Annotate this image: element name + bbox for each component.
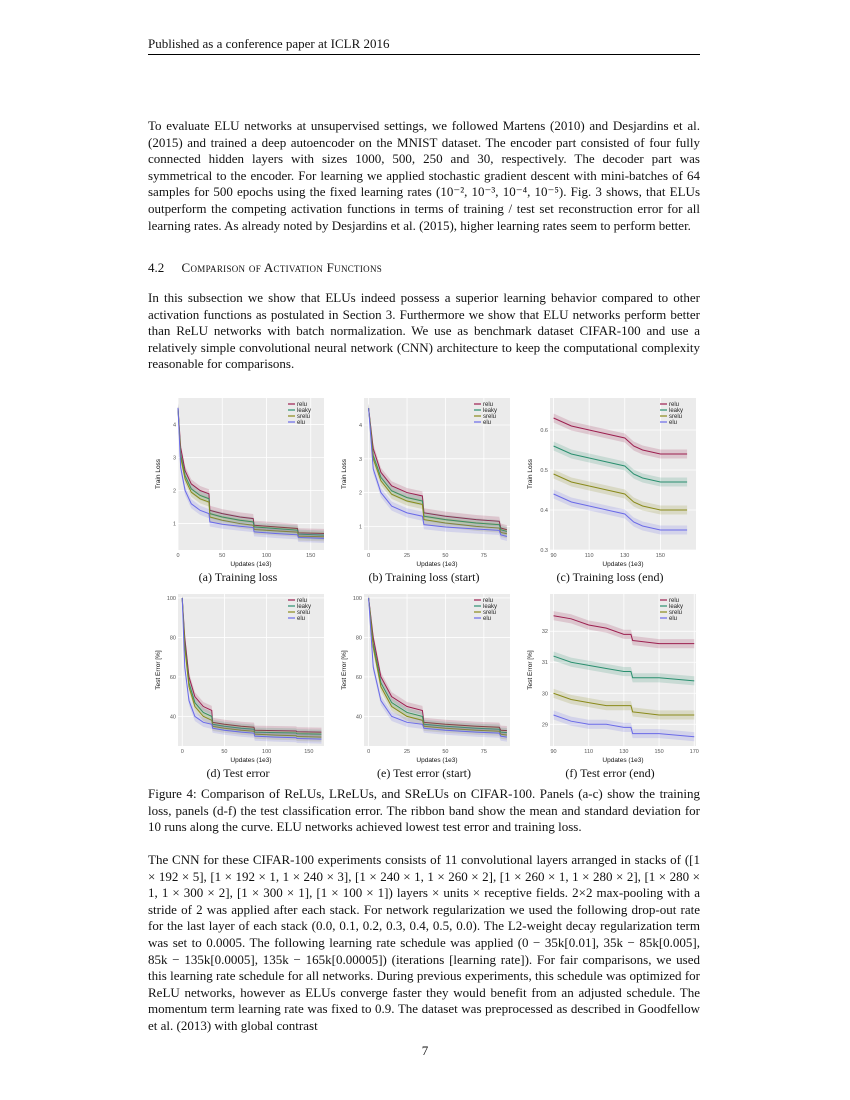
legend-label-srelu: srelu [297, 610, 311, 616]
legend-label-leaky: leaky [669, 604, 684, 610]
y-tick-label: 32 [541, 629, 548, 636]
legend-label-leaky: leaky [483, 408, 498, 414]
panel-b [334, 392, 514, 570]
subcaption-b: (b) Training loss (start) [368, 570, 480, 584]
y-tick-label: 0.6 [540, 428, 548, 434]
legend-label-srelu: srelu [483, 414, 497, 420]
x-axis-label: Updates (1e3) [416, 757, 458, 764]
legend-label-elu: elu [669, 616, 678, 622]
x-tick-label: 100 [261, 553, 272, 559]
panel-d [148, 588, 328, 766]
y-tick-label: 30 [541, 691, 548, 698]
y-tick-label: 40 [355, 714, 362, 721]
paragraph-cnn: The CNN for these CIFAR-100 experiments consists of 11 convolutional layers arranged in stacks of ([1 × 192 × 5], [1 × 192 × 1, 1 × 240 × 3], [1 × 240 × 1, 1 × 260 × 2], [1 × 260 × 1, 1 × 280 × 2], [1 × 280 × 1, 1 × 300 × 2], [1 × 300 × 1], [1 × 100 × 1]) layers × units × receptive fields. 2×2 max-pooling with a stride of 2 was applied after each stack. For network regularization we used the following drop-out rate for the last layer of each stack (0.0, 0.1, 0.2, 0.3, 0.4, 0.5, 0.0). The L2-weight decay regularization term was set to 0.0005. The following learning rate schedule was applied (0 − 35k[0.01], 35k − 85k[0.005], 85k − 135k[0.0005], 135k − 165k[0.00005]) (iterations [learning rate]). For fair comparisons, we used this learning rate schedule for all networks. During previous experiments, this schedule was optimized for ReLU networks, however as ELUs converge faster they would benefit from an adjusted schedule. The momentum term learning rate was fixed to 0.9. The dataset was preprocessed as described in Goodfellow et al. (2013) with global contrast [148, 852, 700, 1033]
x-tick-label: 150 [654, 749, 664, 755]
subcaption-a: (a) Training loss [198, 570, 278, 584]
legend-label-relu: relu [669, 402, 680, 408]
y-tick-label: 4 [358, 423, 362, 430]
legend-label-leaky: leaky [483, 604, 498, 610]
x-tick-label: 130 [620, 553, 630, 559]
x-tick-label: 110 [584, 553, 594, 559]
legend-label-leaky: leaky [297, 604, 312, 610]
x-tick-label: 110 [584, 749, 594, 755]
y-tick-label: 60 [355, 674, 362, 681]
x-tick-label: 130 [619, 749, 629, 755]
legend-label-srelu: srelu [483, 610, 497, 616]
legend-label-elu: elu [669, 420, 678, 426]
legend-label-relu: relu [297, 598, 308, 604]
y-tick-label: 40 [169, 714, 176, 721]
legend-label-srelu: srelu [669, 414, 683, 420]
y-tick-label: 3 [172, 455, 176, 462]
paragraph-comparison: In this subsection we show that ELUs indeed possess a superior learning behavior compared to other activation functions as postulated in Section 3. Furthermore we show that ELU networks perform better than ReLU networks with batch normalization. We use as benchmark dataset CIFAR-100 and use a relatively simple convolutional neural network (CNN) architecture to keep the computational complexity reasonable for comparisons. [148, 290, 700, 372]
x-tick-label: 25 [403, 553, 411, 559]
header-rule [148, 54, 700, 55]
y-tick-label: 100 [352, 595, 362, 602]
x-tick-label: 0 [367, 749, 371, 755]
x-tick-label: 75 [480, 553, 487, 559]
y-axis-label: Train Loss [155, 458, 162, 490]
y-tick-label: 4 [172, 422, 176, 429]
legend-label-elu: elu [297, 616, 306, 622]
y-tick-label: 0.5 [540, 468, 548, 474]
legend-label-elu: elu [297, 420, 306, 426]
legend-label-srelu: srelu [297, 414, 311, 420]
legend-label-relu: relu [297, 402, 308, 408]
y-axis-label: Train Loss [527, 458, 534, 490]
chart-d [148, 588, 328, 766]
x-axis-label: Updates (1e3) [602, 561, 644, 568]
y-tick-label: 100 [166, 595, 176, 602]
x-tick-label: 50 [219, 553, 226, 559]
subcaption-f: (f) Test error (end) [565, 766, 655, 780]
y-axis-label: Test Error [%] [341, 650, 348, 690]
x-axis-label: Updates (1e3) [230, 561, 272, 568]
chart-e [334, 588, 514, 766]
x-tick-label: 150 [304, 749, 314, 755]
x-tick-label: 150 [306, 553, 316, 559]
figure-4 [148, 392, 708, 782]
x-axis-label: Updates (1e3) [602, 757, 644, 764]
legend-label-relu: relu [483, 402, 494, 408]
x-tick-label: 0 [180, 749, 184, 755]
section-title: Comparison of Activation Functions [181, 260, 383, 275]
legend-label-elu: elu [483, 420, 492, 426]
x-tick-label: 25 [403, 749, 411, 755]
section-heading [148, 260, 382, 276]
legend-label-elu: elu [483, 616, 492, 622]
subcaption-d: (d) Test error [206, 766, 270, 780]
y-tick-label: 1 [358, 524, 362, 531]
x-tick-label: 50 [442, 749, 449, 755]
y-tick-label: 0.3 [540, 548, 548, 554]
x-tick-label: 50 [442, 553, 449, 559]
section-number: 4.2 [148, 260, 165, 275]
x-tick-label: 150 [655, 553, 665, 559]
running-header: Published as a conference paper at ICLR 2016 [148, 36, 390, 51]
y-tick-label: 2 [358, 490, 362, 497]
legend-label-relu: relu [483, 598, 494, 604]
subcaption-c: (c) Training loss (end) [556, 570, 664, 584]
y-tick-label: 60 [169, 674, 176, 681]
x-tick-label: 75 [480, 749, 487, 755]
panel-c [520, 392, 700, 570]
x-tick-label: 90 [550, 553, 557, 559]
chart-a [148, 392, 328, 570]
x-tick-label: 170 [689, 749, 699, 755]
y-tick-label: 80 [169, 635, 176, 642]
panel-a [148, 392, 328, 570]
chart-f [520, 588, 700, 766]
panel-f [520, 588, 700, 766]
y-axis-label: Train Loss [341, 458, 348, 490]
panel-e [334, 588, 514, 766]
page-number: 7 [421, 1043, 429, 1058]
x-axis-label: Updates (1e3) [416, 561, 458, 568]
x-tick-label: 50 [221, 749, 228, 755]
y-tick-label: 3 [358, 456, 362, 463]
y-tick-label: 0.4 [540, 508, 548, 514]
chart-c [520, 392, 700, 570]
paragraph-autoencoder: To evaluate ELU networks at unsupervised settings, we followed Martens (2010) and Desjardins et al. (2015) and trained a deep autoencoder on the MNIST dataset. The encoder part consisted of four fully connected hidden layers with sizes 1000, 500, 250 and 30, respectively. The decoder part was symmetrical to the encoder. For learning we applied stochastic gradient descent with mini-batches of 64 samples for 500 epochs using the fixed learning rates (10⁻², 10⁻³, 10⁻⁴, 10⁻⁵). Fig. 3 shows, that ELUs outperform the competing activation functions in terms of training / test set reconstruction error for all learning rates. As already noted by Desjardins et al. (2015), higher learning rates seem to perform better. [148, 118, 700, 233]
x-tick-label: 0 [367, 553, 371, 559]
y-axis-label: Test Error [%] [527, 650, 534, 690]
x-tick-label: 100 [262, 749, 272, 755]
y-tick-label: 1 [172, 521, 176, 528]
legend-label-relu: relu [669, 598, 680, 604]
y-tick-label: 2 [172, 488, 176, 495]
legend-label-leaky: leaky [297, 408, 312, 414]
legend-label-srelu: srelu [669, 610, 683, 616]
legend-label-leaky: leaky [669, 408, 684, 414]
y-tick-label: 29 [541, 722, 548, 729]
subcaption-e: (e) Test error (start) [377, 766, 471, 780]
y-tick-label: 80 [355, 635, 362, 642]
chart-b [334, 392, 514, 570]
x-tick-label: 0 [176, 553, 180, 559]
y-tick-label: 31 [541, 660, 548, 667]
y-axis-label: Test Error [%] [155, 650, 162, 690]
x-axis-label: Updates (1e3) [230, 757, 272, 764]
x-tick-label: 90 [550, 749, 557, 755]
figure-caption: Figure 4: Comparison of ReLUs, LReLUs, and SReLUs on CIFAR-100. Panels (a-c) show the training loss, panels (d-f) the test classification error. The ribbon band show the mean and standard deviation for 10 runs along the curve. ELU networks achieved lowest test error and training loss. [148, 786, 700, 835]
